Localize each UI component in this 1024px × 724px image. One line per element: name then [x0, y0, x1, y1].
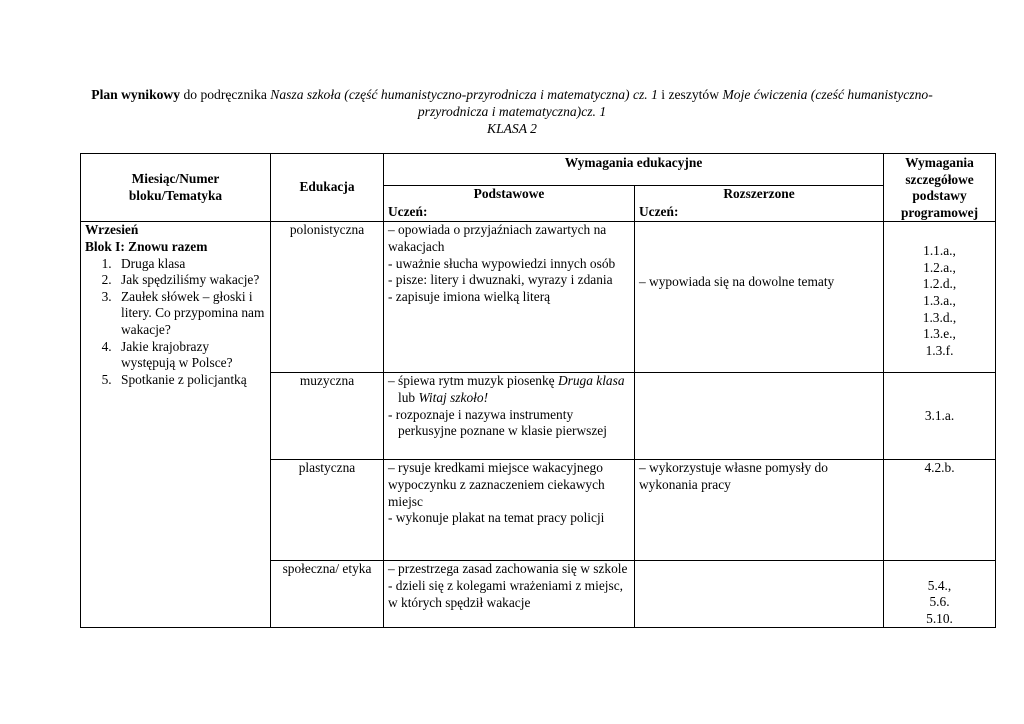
rozszerzone-cell: [635, 222, 884, 373]
header-szczegolowe: Wymagania szczegółowe podstawy programowej: [884, 154, 996, 222]
heading-workbook-title: Moje ćwiczenia (cześć humanistyczno-przyrodnicza i matematyczna)cz. 1: [417, 87, 933, 119]
requirement-item: – opowiada o przyjaźniach zawartych na wakacjach: [388, 222, 607, 254]
heading-bold: Plan wynikowy: [91, 87, 181, 102]
block-label: Blok I: Znowu razem: [85, 238, 208, 254]
code-item: 1.2.d.,: [922, 276, 957, 292]
uczen-label-rozszerzone: Uczeń:: [639, 203, 679, 219]
heading-text-1: do podręcznika: [180, 87, 271, 102]
code-item: 1.3.a.,: [923, 293, 956, 309]
table-row: [81, 222, 996, 373]
edukacja-cell: społeczna/ etyka: [271, 561, 384, 628]
codes-cell: [884, 373, 996, 460]
code-item: 1.1.a.,: [923, 243, 956, 259]
requirement-item: - rozpoznaje i nazywa instrumenty perkusyjne poznane w klasie pierwszej: [388, 406, 607, 439]
requirement-item: - pisze: litery i dwuznaki, wyrazy i zdania: [388, 272, 613, 288]
code-item: 3.1.a.: [924, 408, 955, 424]
document-heading: [80, 86, 944, 137]
month-label: Wrzesień: [85, 222, 139, 238]
podstawowe-cell: [384, 561, 635, 628]
requirement-item: – rysuje kredkami miejsce wakacyjnego wypoczynku z zaznaczeniem ciekawych miejsc: [388, 460, 605, 509]
rozszerzone-cell: [635, 373, 884, 460]
list-item: 3. Zaułek słówek – głoski i litery. Co przypomina nam wakacje?: [115, 289, 266, 339]
codes-cell: [884, 561, 996, 628]
podstawowe-cell: [384, 373, 635, 460]
heading-book-title: Nasza szkoła (część humanistyczno-przyrodnicza i matematyczna) cz. 1: [270, 87, 658, 102]
uczen-label-podstawowe: Uczeń:: [388, 203, 428, 219]
podstawowe-label: Podstawowe: [473, 186, 545, 202]
edukacja-cell: plastyczna: [271, 460, 384, 561]
requirement-item: - dzieli się z kolegami wrażeniami z miejsc, w których spędził wakacje: [388, 577, 623, 610]
codes-cell: [884, 222, 996, 373]
header-wymagania: Wymagania edukacyjne: [384, 154, 884, 186]
rozszerzone-cell: [635, 460, 884, 561]
rozszerzone-cell: [635, 561, 884, 628]
list-item: 2. Jak spędziliśmy wakacje?: [115, 272, 266, 289]
code-item: 5.10.: [926, 610, 953, 626]
code-item: 4.2.b.: [924, 460, 955, 476]
topic-cell: [81, 222, 271, 628]
requirement-item: – wykorzystuje własne pomysły do wykonania pracy: [639, 460, 828, 492]
header-podstawowe: [384, 186, 635, 222]
code-item: 1.3.e.,: [923, 326, 956, 342]
requirement-item: – śpiewa rytm muzyk piosenkę Druga klasa lub Witaj szkoło!: [388, 373, 625, 405]
code-item: 1.3.f.: [925, 342, 954, 358]
header-edukacja: Edukacja: [271, 154, 384, 222]
topic-list: [85, 256, 266, 389]
plan-table: [80, 153, 996, 628]
requirement-item: - uważnie słucha wypowiedzi innych osób: [388, 255, 616, 271]
codes-cell: [884, 460, 996, 561]
list-item: 1. Druga klasa: [115, 256, 266, 273]
rozszerzone-label: Rozszerzone: [723, 186, 795, 202]
edukacja-cell: polonistyczna: [271, 222, 384, 373]
requirement-item: - zapisuje imiona wielką literą: [388, 288, 551, 304]
header-row-1: [81, 154, 996, 186]
header-miesiac: Miesiąc/Numer bloku/Tematyka: [81, 154, 271, 222]
list-item: 4. Jakie krajobrazy występują w Polsce?: [115, 339, 266, 372]
header-rozszerzone: [635, 186, 884, 222]
requirement-item: - wykonuje plakat na temat pracy policji: [388, 510, 605, 526]
requirement-item: – przestrzega zasad zachowania się w szkole: [388, 561, 628, 577]
edukacja-cell: muzyczna: [271, 373, 384, 460]
code-item: 1.2.a.,: [923, 259, 956, 275]
heading-class: KLASA 2: [487, 121, 537, 136]
list-item: 5. Spotkanie z policjantką: [115, 372, 266, 389]
code-item: 5.4.,: [927, 577, 952, 593]
requirement-item: – wypowiada się na dowolne tematy: [639, 274, 835, 290]
heading-text-2: i zeszytów: [657, 87, 723, 102]
code-item: 5.6.: [929, 594, 950, 610]
podstawowe-cell: [384, 460, 635, 561]
code-item: 1.3.d.,: [922, 309, 957, 325]
podstawowe-cell: [384, 222, 635, 373]
